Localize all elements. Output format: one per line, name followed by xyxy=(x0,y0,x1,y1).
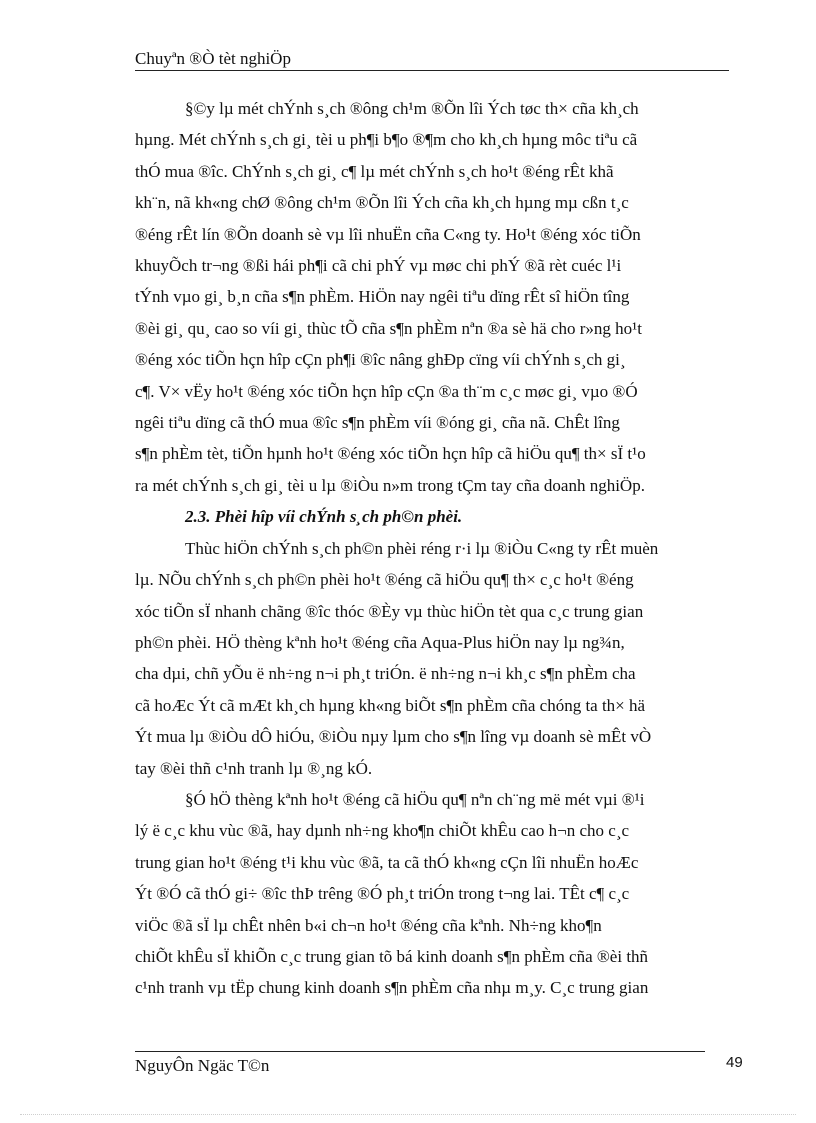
text-line: s¶n phÈm tèt, tiÕn hµnh ho¹t ®éng xóc tiÕn hçn hîp cã hiÖu qu¶ th× sÏ t¹o xyxy=(135,444,646,464)
text-line: tÝnh vµo gi¸ b¸n cña s¶n phÈm. HiÖn nay ngêi tiªu dïng rÊt sî hiÖn tîng xyxy=(135,287,630,307)
document-body xyxy=(135,93,729,1004)
footer-author: NguyÔn Ngäc T©n xyxy=(135,1056,270,1075)
paragraph-pricing-policy xyxy=(135,93,729,501)
text-line: ph©n phèi. HÖ thèng kªnh ho¹t ®éng cña Aqua-Plus hiÖn nay lµ ng¾n, xyxy=(135,632,625,652)
text-line: cha dµi, chñ yÕu ë nh÷ng n¬i ph¸t triÓn. ë nh÷ng n¬i kh¸c s¶n phÈm cha xyxy=(135,664,636,684)
text-line: Thùc hiÖn chÝnh s¸ch ph©n phèi réng r·i lµ ®iÒu C«ng ty rÊt muèn xyxy=(185,538,659,558)
footer-divider xyxy=(135,1051,705,1052)
paragraph-channel-system xyxy=(135,784,729,1004)
page-header xyxy=(135,48,729,71)
text-line: trung gian ho¹t ®éng t¹i khu vùc ®ã, ta cã thÓ kh«ng cÇn lîi nhuËn hoÆc xyxy=(135,852,639,872)
header-title: Chuyªn ®Ò tèt nghiÖp xyxy=(135,49,291,68)
page-number: 49 xyxy=(726,1054,743,1071)
text-line: ®èi gi¸ qu¸ cao so víi gi¸ thùc tÕ cña s¶n phÈm nªn ®a sè hä cho r»ng ho¹t xyxy=(135,318,642,338)
text-line: cã hoÆc Ýt cã mÆt kh¸ch hµng kh«ng biÕt s¶n phÈm cña chóng ta th× hä xyxy=(135,695,646,715)
text-line: chiÕt khÊu sÏ khiÕn c¸c trung gian tõ bá kinh doanh s¶n phÈm cña ®èi thñ xyxy=(135,946,649,966)
text-line: Ýt mua lµ ®iÒu dÔ hiÓu, ®iÒu nµy lµm cho s¶n lîng vµ doanh sè mÊt vÒ xyxy=(135,727,652,747)
text-line: §Ó hÖ thèng kªnh ho¹t ®éng cã hiÖu qu¶ nªn ch¨ng më mét vµi ®¹i xyxy=(185,789,645,809)
text-line: c¹nh tranh vµ tËp chung kinh doanh s¶n phÈm cña nhµ m¸y. C¸c trung gian xyxy=(135,978,649,998)
text-line: ngêi tiªu dïng cã thÓ mua ®îc s¶n phÈm víi ®óng gi¸ cña nã. ChÊt lîng xyxy=(135,413,620,433)
text-line: kh¨n, nã kh«ng chØ ®ông ch¹m ®Õn lîi Ých cña kh¸ch hµng mµ cßn t¸c xyxy=(135,193,629,213)
text-line: c¶. V× vËy ho¹t ®éng xóc tiÕn hçn hîp cÇn ®a th¨m c¸c møc gi¸ vµo ®Ó xyxy=(135,381,638,401)
text-line: Ýt ®Ó cã thÓ gi÷ ®îc thÞ trêng ®Ó ph¸t triÓn trong t¬ng lai. TÊt c¶ c¸c xyxy=(135,884,630,904)
text-line: lý ë c¸c khu vùc ®ã, hay dµnh nh÷ng kho¶n chiÕt khÊu cao h¬n cho c¸c xyxy=(135,821,630,841)
text-line: viÖc ®ã sÏ lµ chÊt nhên b«i ch¬n ho¹t ®éng cña kªnh. Nh÷ng kho¶n xyxy=(135,915,602,935)
text-line: ®éng rÊt lín ®Õn doanh sè vµ lîi nhuËn cña C«ng ty. Ho¹t ®éng xóc tiÕn xyxy=(135,224,641,244)
text-line: ®éng xóc tiÕn hçn hîp cÇn ph¶i ®îc nâng ghÐp cïng víi chÝnh s¸ch gi¸ xyxy=(135,350,626,370)
text-line: §©y lµ mét chÝnh s¸ch ®ông ch¹m ®Õn lîi Ých tøc th× cña kh¸ch xyxy=(185,99,639,118)
text-line: thÓ mua ®îc. ChÝnh s¸ch gi¸ c¶ lµ mét chÝnh s¸ch ho¹t ®éng rÊt khã xyxy=(135,161,614,181)
text-line: ra mét chÝnh s¸ch gi¸ tèi u lµ ®iÒu n»m trong tÇm tay cña doanh nghiÖp. xyxy=(135,475,645,495)
section-heading: 2.3. Phèi hîp víi chÝnh s¸ch ph©n phèi. xyxy=(185,507,463,527)
text-line: xóc tiÕn sÏ nhanh chãng ®îc thóc ®Èy vµ thùc hiÖn tèt qua c¸c trung gian xyxy=(135,601,644,621)
text-line: lµ. NÕu chÝnh s¸ch ph©n phèi ho¹t ®éng cã hiÖu qu¶ th× c¸c ho¹t ®éng xyxy=(135,570,634,590)
text-line: khuyÕch tr¬ng ®ßi hái ph¶i cã chi phÝ vµ møc chi phÝ ®ã rèt cuéc l¹i xyxy=(135,256,622,276)
text-line: tay ®èi thñ c¹nh tranh lµ ®¸ng kÓ. xyxy=(135,758,373,778)
text-line: hµng. Mét chÝnh s¸ch gi¸ tèi u ph¶i b¶o ®¶m cho kh¸ch hµng môc tiªu cã xyxy=(135,130,638,150)
page-edge-divider xyxy=(20,1114,796,1115)
paragraph-distribution xyxy=(135,533,729,784)
